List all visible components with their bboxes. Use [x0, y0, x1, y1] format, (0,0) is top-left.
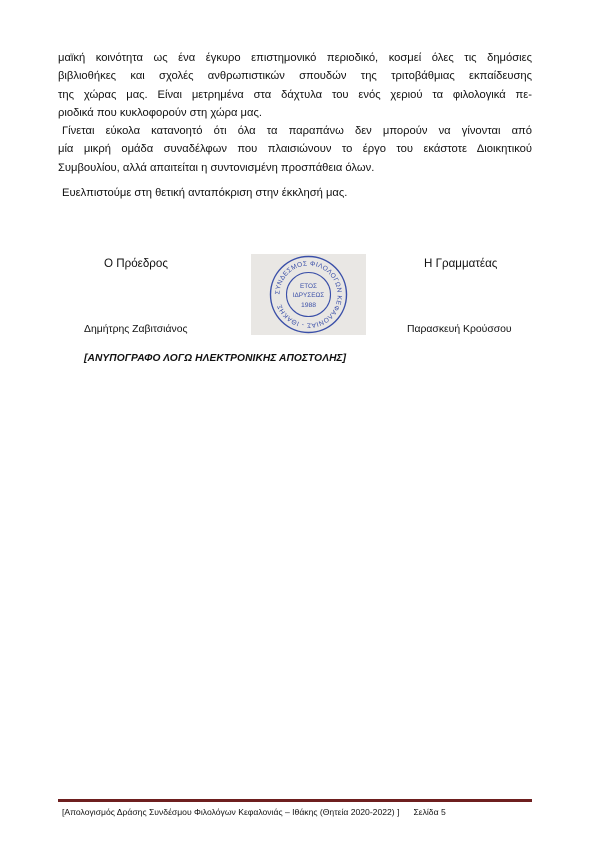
unsigned-note: [ΑΝΥΠΟΓΡΑΦΟ ΛΟΓΩ ΗΛΕΚΤΡΟΝΙΚΗΣ ΑΠΟΣΤΟΛΗΣ] — [84, 353, 347, 364]
association-stamp — [251, 254, 366, 335]
secretary-title: Η Γραμματέας — [424, 257, 498, 270]
stamp-center-line2: ΙΔΡΥΣΕΩΣ — [292, 292, 325, 299]
text-line: μαϊκή κοινότητα ως ένα έγκυρο επιστημονικό περιοδικό, κοσμεί όλες τις δημόσιες — [58, 52, 532, 64]
text-line: βιβλιοθήκες και σχολές ανθρωπιστικών σπουδών της τριτοβάθμιας εκπαίδευσης — [58, 70, 532, 83]
text-line: της χώρας μας. Είναι μετρημένα στα δάχτυλα του ενός χεριού τα φιλολογικά πε- — [58, 88, 532, 101]
footer-rule — [58, 799, 532, 802]
footer — [62, 807, 446, 817]
president-name: Δημήτρης Ζαβιτσιάνος — [84, 324, 188, 335]
paragraph-1 — [58, 49, 532, 122]
text-line: Συμβουλίου, αλλά απαιτείται η συντονισμένη προσπάθεια όλων. — [58, 161, 375, 174]
text-line: Γίνεται εύκολα κατανοητό ότι όλα τα παραπάνω δεν μπορούν να γίνονται από — [62, 125, 532, 138]
stamp-center-line3: 1988 — [300, 302, 317, 309]
text-line: ριοδικά που κυκλοφορούν στη χώρα μας. — [58, 106, 262, 119]
stamp-ring-text: ΣΥΝΔΕΣΜΟΣ ΦΙΛΟΛΟΓΩΝ ΚΕΦΑΛΟΝΙΑΣ - ΙΘΑΚΗΣ — [274, 260, 343, 329]
president-title: Ο Πρόεδρος — [104, 257, 168, 270]
page-number: Σελίδα 5 — [413, 807, 446, 817]
body-text — [58, 49, 532, 177]
stamp-seal — [251, 254, 366, 335]
footer-text: [Απολογισμός Δράσης Συνδέσμου Φιλολόγων Κεφαλονιάς – Ιθάκης (Θητεία 2020-2022) ] — [62, 807, 400, 817]
text-line: μία μικρή ομάδα συναδέλφων που πλαισιώνουν το έργο του εκάστοτε Διοικητικού — [58, 143, 532, 156]
secretary-name: Παρασκευή Κρούσσου — [407, 324, 512, 335]
stamp-center-line1: ΕΤΟΣ — [300, 283, 317, 290]
closing-sentence: Ευελπιστούμε στη θετική ανταπόκριση στην έκκλησή μας. — [62, 187, 348, 199]
paragraph-2 — [58, 122, 532, 177]
